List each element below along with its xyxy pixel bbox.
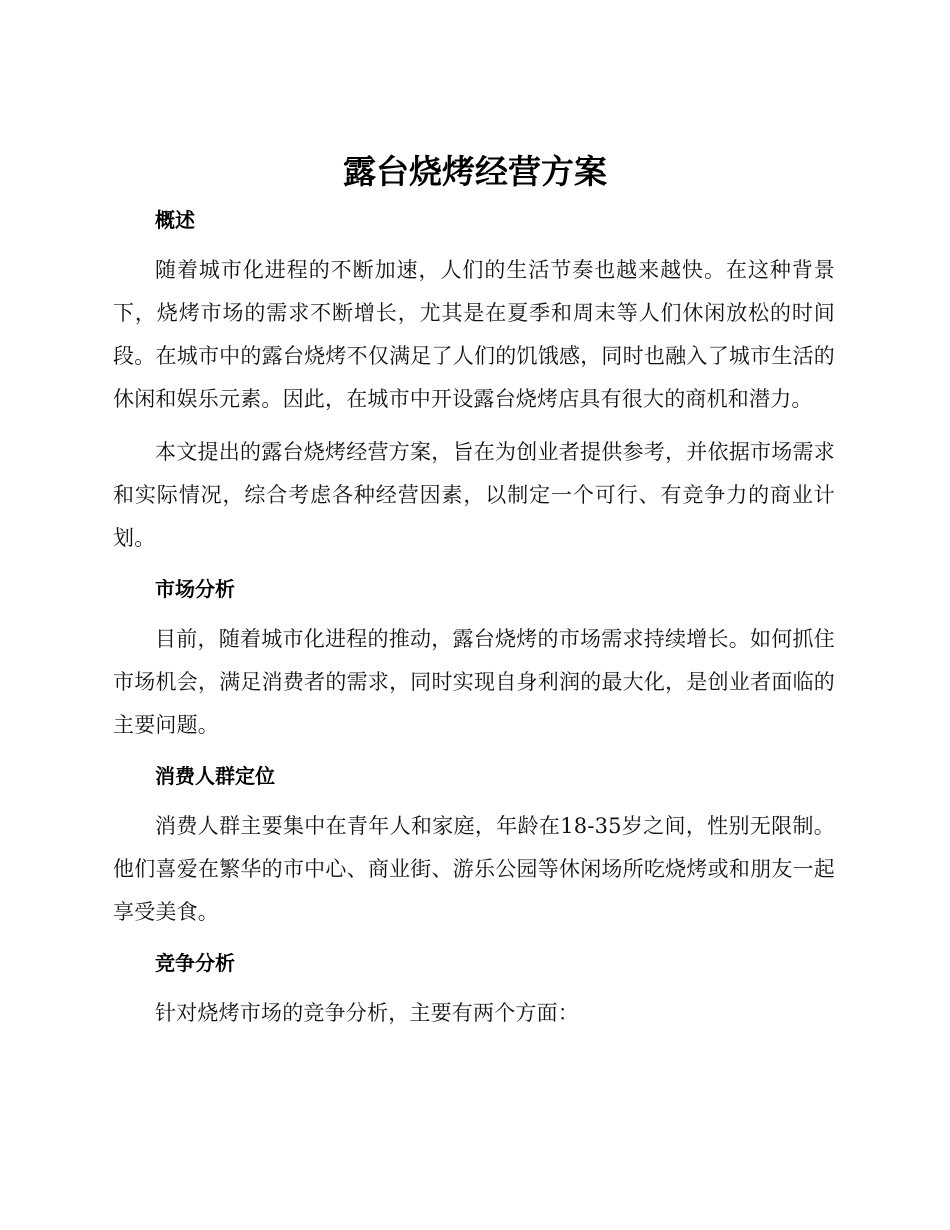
paragraph: 随着城市化进程的不断加速，人们的生活节奏也越来越快。在这种背景下，烧烤市场的需求不断增长，尤其是在夏季和周末等人们休闲放松的时间段。在城市中的露台烧烤不仅满足了人们的饥饿感，同时也融入了城市生活的休闲和娱乐元素。因此，在城市中开设露台烧烤店具有很大的商机和潜力。 (113, 258, 835, 411)
section-heading: 消费人群定位 (155, 764, 275, 788)
section-market-analysis (113, 570, 835, 747)
section-heading: 市场分析 (155, 577, 235, 601)
section-competition-analysis (113, 944, 835, 1035)
paragraph: 针对烧烤市场的竞争分析，主要有两个方面： (155, 1001, 579, 1025)
document-body (113, 201, 835, 1035)
paragraph: 本文提出的露台烧烤经营方案，旨在为创业者提供参考，并依据市场需求和实际情况，综合考虑各种经营因素，以制定一个可行、有竞争力的商业计划。 (113, 440, 835, 550)
section-heading: 竞争分析 (155, 951, 235, 975)
document-title: 露台烧烤经营方案 (343, 152, 607, 191)
section-overview (113, 201, 835, 560)
paragraph: 消费人群主要集中在青年人和家庭，年龄在18-35岁之间，性别无限制。他们喜爱在繁华的市中心、商业街、游乐公园等休闲场所吃烧烤或和朋友一起享受美食。 (113, 814, 835, 924)
section-heading: 概述 (155, 208, 195, 232)
section-consumer-targeting (113, 757, 835, 934)
paragraph: 目前，随着城市化进程的推动，露台烧烤的市场需求持续增长。如何抓住市场机会，满足消费者的需求，同时实现自身利润的最大化，是创业者面临的主要问题。 (113, 627, 835, 737)
